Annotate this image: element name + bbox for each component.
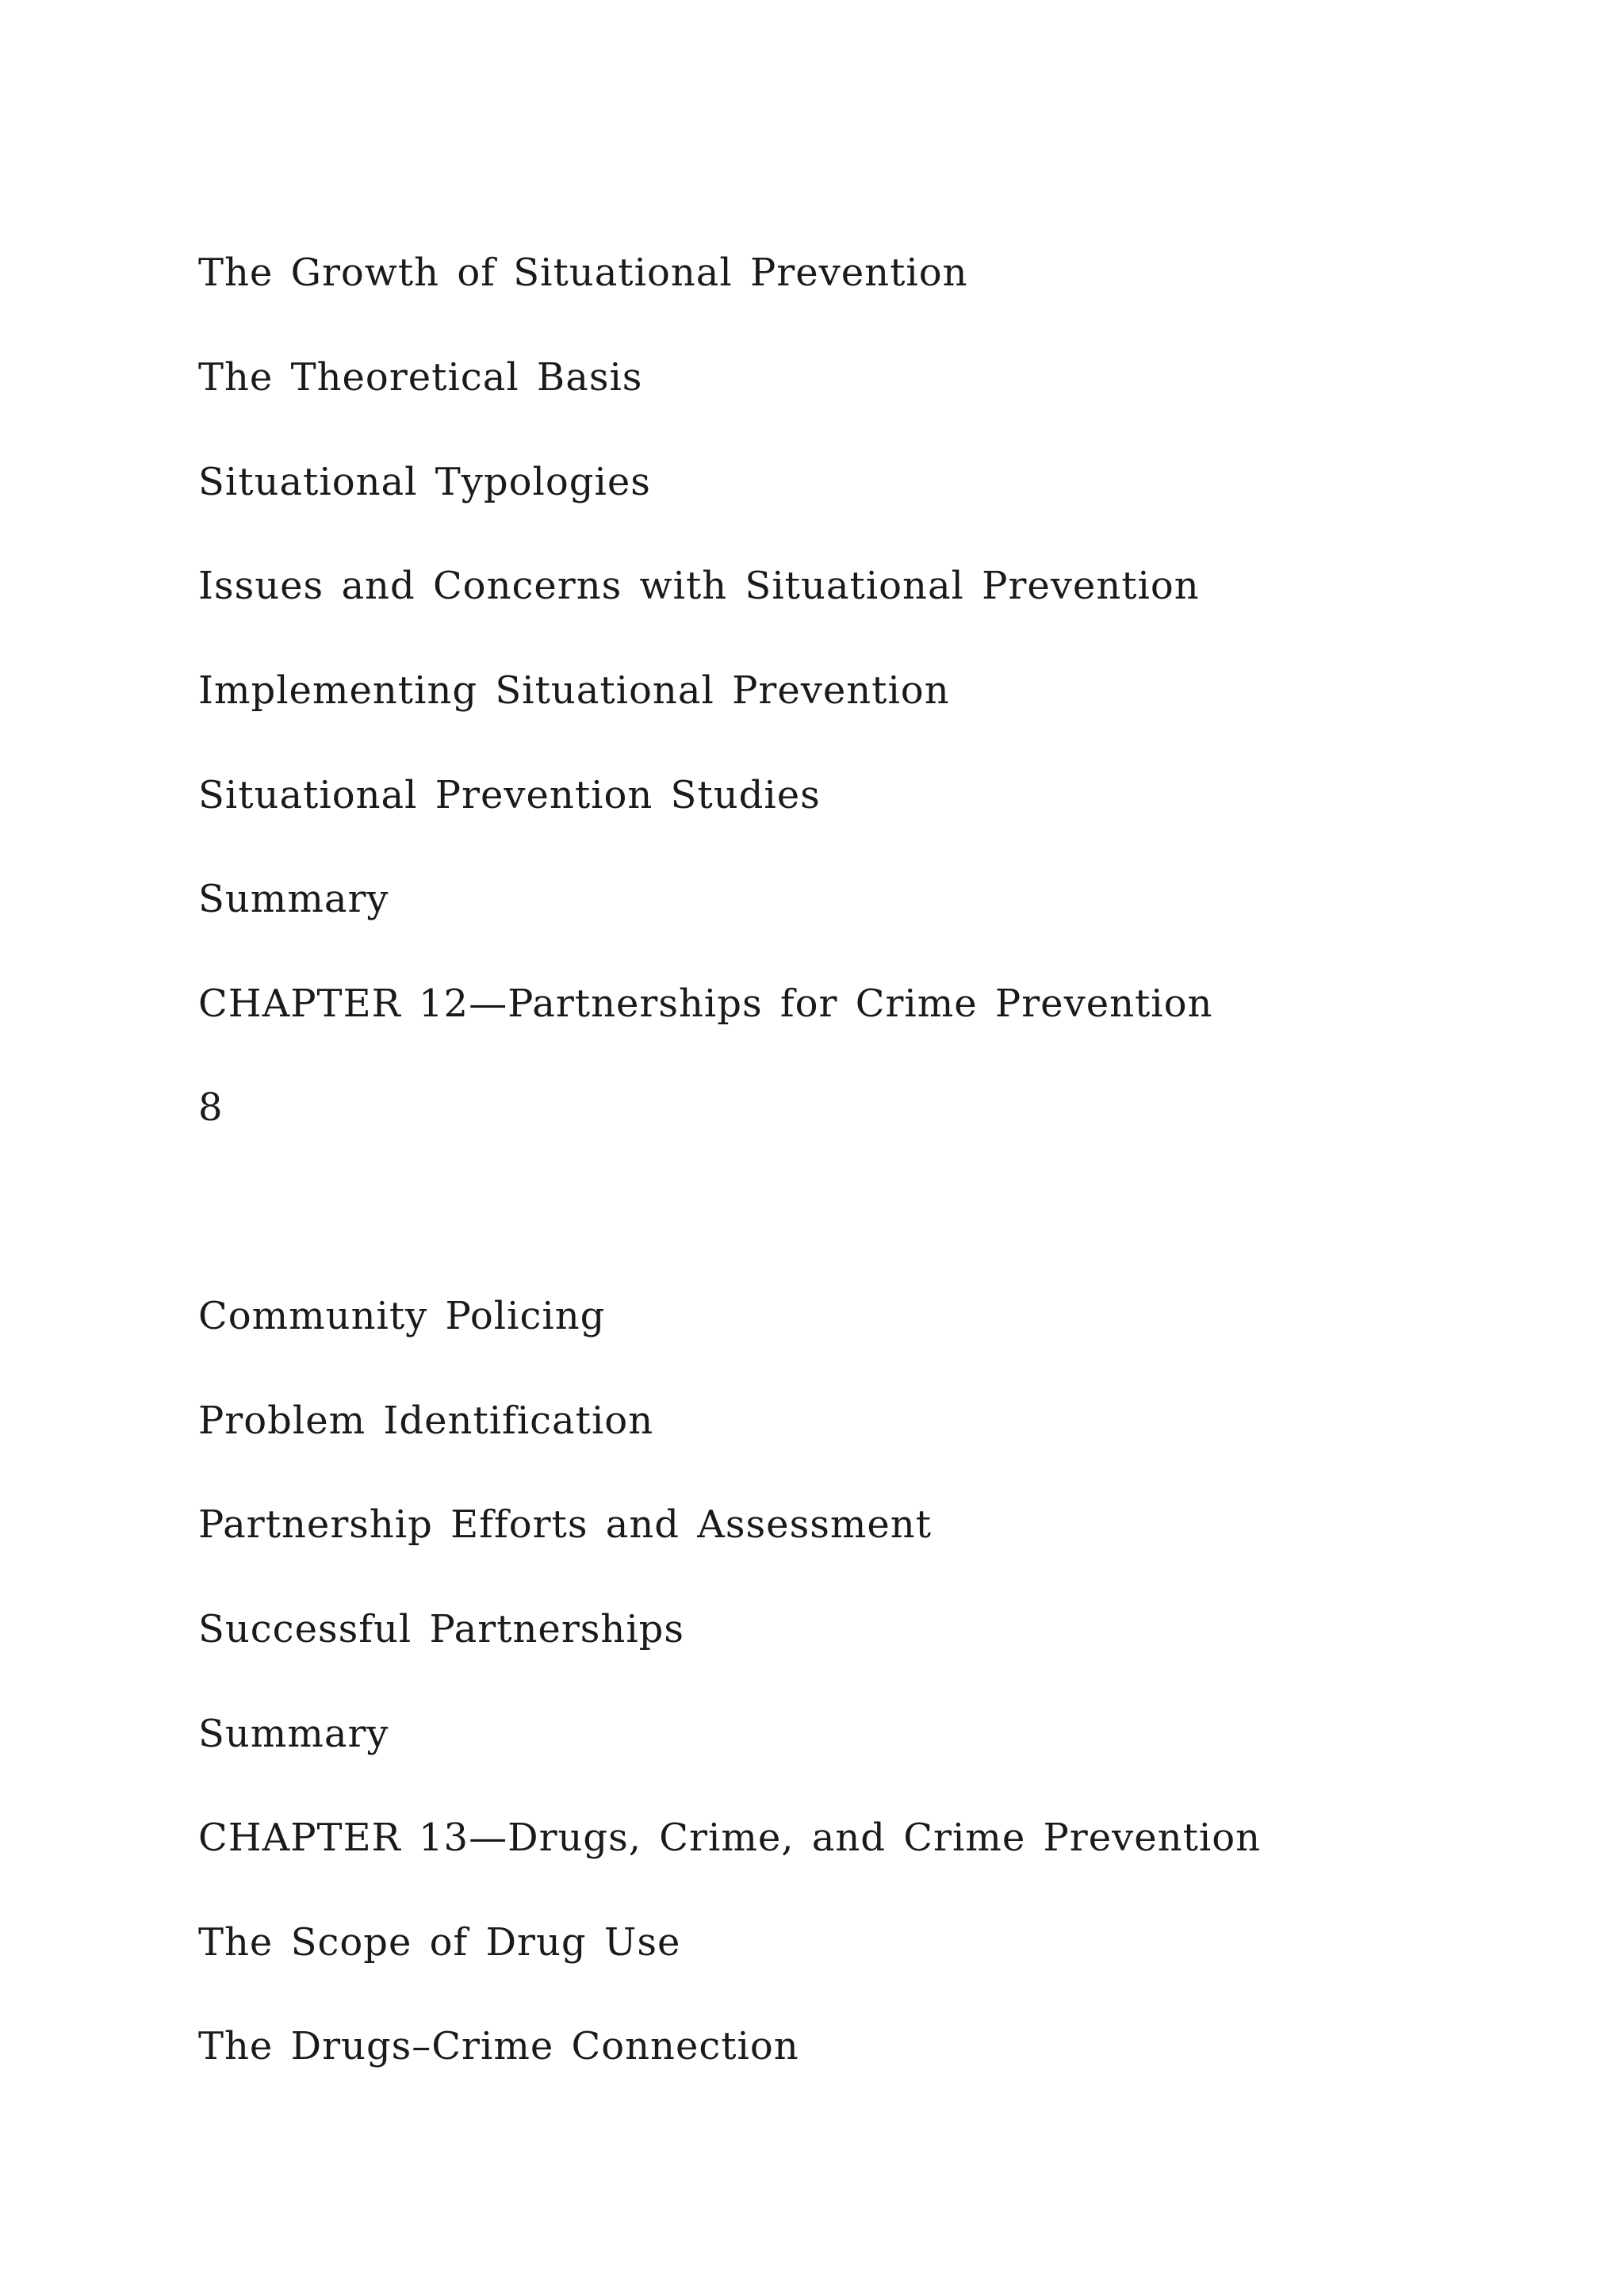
toc-entry-partnership-efforts: Partnership Efforts and Assessment [198,1502,932,1547]
toc-entry-drugs-crime-connection: The Drugs–Crime Connection [198,2024,799,2068]
toc-entry-growth-of-situational-prevention: The Growth of Situational Prevention [198,251,968,295]
toc-entry-issues-and-concerns: Issues and Concerns with Situational Prevention [198,564,1200,608]
toc-entry-theoretical-basis: The Theoretical Basis [198,355,643,400]
toc-entry-situational-typologies: Situational Typologies [198,460,651,504]
toc-chapter-13-heading: CHAPTER 13—Drugs, Crime, and Crime Prevention [198,1816,1262,1860]
toc-entry-problem-identification: Problem Identification [198,1399,654,1443]
toc-entry-scope-of-drug-use: The Scope of Drug Use [198,1920,681,1965]
toc-entry-successful-partnerships: Successful Partnerships [198,1607,685,1651]
page-number: 8 [198,1085,224,1130]
toc-entry-summary: Summary [198,877,389,921]
toc-entry-community-policing: Community Policing [198,1294,606,1338]
toc-entry-implementing-situational-prevention: Implementing Situational Prevention [198,668,950,713]
toc-entry-summary-2: Summary [198,1712,389,1756]
toc-entry-situational-prevention-studies: Situational Prevention Studies [198,773,821,817]
toc-chapter-12-heading: CHAPTER 12—Partnerships for Crime Prevention [198,982,1213,1026]
